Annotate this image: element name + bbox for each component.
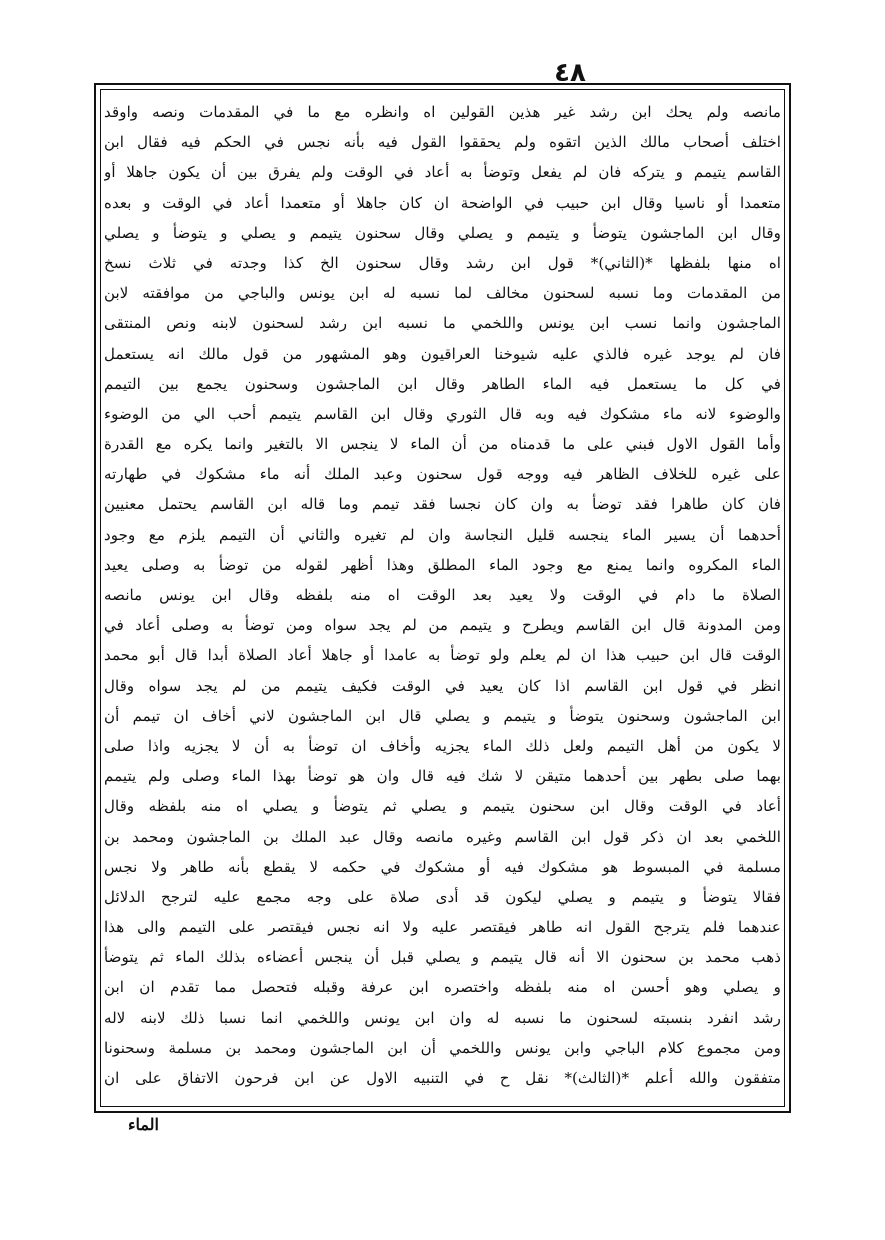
text-line: القاسم يتيمم و يتركه فان لم يفعل وتوضأ به أعاد في الوقت ولم يفرق بين أن يكون جاهلا أو xyxy=(104,163,781,182)
text-line: ومن المدونة قال ابن القاسم ويطرح و يتيمم من لم يجد سواه ومن توضأ به وصلى أعاد في xyxy=(104,616,781,635)
text-line: ذهب محمد بن سحنون الا أنه قال يتيمم و يصلي قبل أن ينجس أعضاءه بذلك الماء ثم يتوضأ xyxy=(104,948,781,967)
text-line: الماجشون وانما نسب ابن يونس واللخمي ما نسبه ابن رشد لسحنون لابنه ونص المنتقى xyxy=(104,314,781,333)
text-line: وأما القول الاول فبني على ما قدمناه من أن الماء لا ينجس الا بالتغير وانما يكره مع القدرة xyxy=(104,435,781,454)
text-line: أعاد في الوقت وقال ابن سحنون يتيمم و يصلي ثم يتوضأ و يصلي اه منه بلفظه وقال xyxy=(104,797,781,816)
text-line: الماء المكروه وانما يمنع مع وجود الماء المطلق وهذا أظهر لقوله من توضأ به وصلى يعيد xyxy=(104,555,781,574)
text-line: فان لم يوجد غيره فالذي عليه شيوخنا العراقيون وهو المشهور من قول مالك انه يستعمل xyxy=(104,344,781,363)
text-line: متعمدا أو ناسيا وقال ابن حبيب في الواضحة ان كان جاهلا أو متعمدا أعاد في الوقت و بعده xyxy=(104,193,781,212)
text-line: انظر في قول ابن القاسم اذا كان يعيد في الوقت فكيف يتيمم من لم يجد سواه وقال xyxy=(104,676,781,695)
catchword: الماء xyxy=(128,1115,159,1134)
text-line: عندهما فلم يترجح القول انه طاهر فيقتصر عليه ولا انه نجس فيقتصر على التيمم والى هذا xyxy=(104,918,781,937)
text-line: أحدهما أن يسير الماء ينجسه قليل النجاسة وان لم تغيره والثاني أن التيمم يلزم مع وجود xyxy=(104,525,781,544)
text-line: وقال ابن الماجشون يتوضأ و يتيمم و يصلي وقال سحنون يتيمم و يصلي و يتوضأ و يصلي xyxy=(104,223,781,242)
text-line: والوضوء لانه ماء مشكوك فيه وبه قال الثوري وقال ابن القاسم يتيمم أحب الي من الوضوء xyxy=(104,404,781,423)
text-line: الوقت قال ابن حبيب هذا ان لم يعلم ولو توضأ به عامدا أو جاهلا أعاد الصلاة أبدا قال أبو محمد xyxy=(104,646,781,665)
text-line: الصلاة ما دام في الوقت ولا يعيد بعد الوقت اه منه بلفظه وقال ابن يونس مانصه xyxy=(104,586,781,604)
text-line: على غيره للخلاف الظاهر فيه ووجه قول سحنون وعبد الملك أنه ماء مشكوك في طهارته xyxy=(104,465,781,484)
text-line: فان كان طاهرا فقد توضأ به وان كان نجسا فقد تيمم وما قاله ابن القاسم يحتمل معنيين xyxy=(104,495,781,514)
text-line: لا يكون من أهل التيمم ولعل ذلك الماء يجزيه وأخاف ان توضأ به أن لا يجزيه واذا صلى xyxy=(104,736,781,755)
text-line: اللخمي بعد ان ذكر قول ابن القاسم وغيره مانصه وقال عبد الملك بن الماجشون ومحمد بن xyxy=(104,827,781,846)
page-number: ٤٨ xyxy=(554,58,586,88)
text-line: ابن الماجشون وسحنون يتوضأ و يتيمم و يصلي قال ابن الماجشون لاني أخاف ان تيمم أن xyxy=(104,706,781,725)
text-line: رشد انفرد بنسبته لسحنون ما نسبه له وان ابن يونس واللخمي انما نسبا ذلك لابنه لاله xyxy=(104,1008,781,1027)
text-line: في كل ما يستعمل فيه الماء الطاهر وقال ابن الماجشون وسحنون يجمع بين التيمم xyxy=(104,374,781,393)
text-line: ومن مجموع كلام الباجي وابن يونس واللخمي أن ابن الماجشون ومحمد بن مسلمة وسحنونا xyxy=(104,1038,781,1057)
text-line: بهما صلى بطهر بين أحدهما متيقن لا شك فيه قال وان هو توضأ بهذا الماء وصلى ولم يتيمم xyxy=(104,767,781,786)
text-line: من المقدمات وما نسبه لسحنون مخالف لما نسبه له ابن يونس والباجي من موافقته لابن xyxy=(104,284,781,303)
text-line: مانصه ولم يحك ابن رشد غير هذين القولين اه وانظره مع ما في المقدمات ونصه واوقد xyxy=(104,103,781,121)
text-line: متفقون والله أعلم *(الثالث)* نقل ح في التنبيه الاول عن ابن فرحون الاتفاق على ان xyxy=(104,1069,781,1087)
text-line: و يصلي وهو أحسن اه منه بلفظه واختصره ابن عرفة وقبله فتحصل مما تقدم ان ابن xyxy=(104,978,781,997)
text-line: مسلمة في المبسوط هو مشكوك فيه أو مشكوك في حكمه لا يقطع بأنه طاهر ولا نجس xyxy=(104,857,781,876)
main-text-block xyxy=(104,97,781,1103)
text-line: اه منها بلفظها *(الثاني)* قول ابن رشد وقال سحنون الخ كذا وجدته في ثلاث نسخ xyxy=(104,253,781,272)
text-line: اختلف أصحاب مالك الذين اتقوه ولم يحققوا القول فيه بأنه نجس في الحكم فيه فقال ابن xyxy=(104,133,781,152)
text-line: فقالا يتوضأ و يتيمم و يصلي ليكون قد أدى صلاة على وجه مجمع عليه لترجح الدلائل xyxy=(104,887,781,906)
